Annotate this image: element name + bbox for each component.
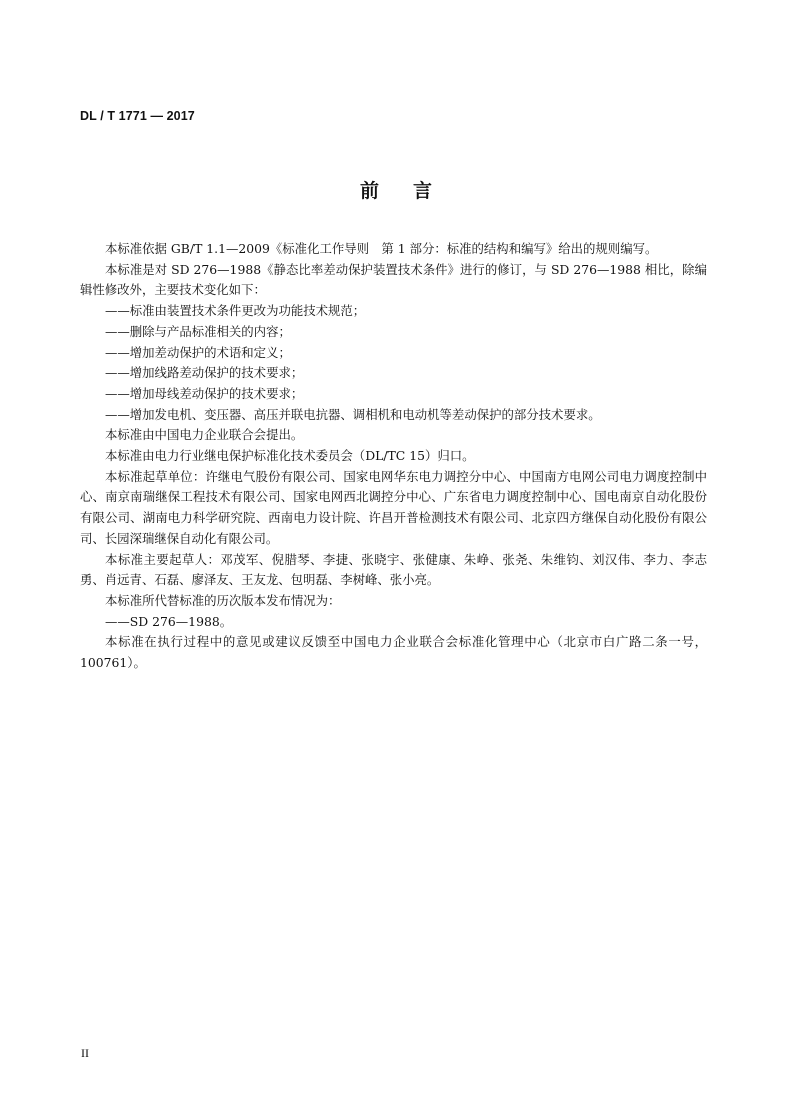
jurisdiction-paragraph: 本标准由电力行业继电保护标准化技术委员会（DL/TC 15）归口。: [105, 448, 475, 464]
list-item: ——增加差动保护的术语和定义；: [105, 344, 291, 360]
list-item: ——增加母线差动保护的技术要求；: [105, 385, 304, 401]
revision-paragraph: 本标准是对 SD 276—1988《静态比率差动保护装置技术条件》进行的修订，与 SD 276—1988 相比，除编辑性修改外，主要技术变化如下：: [80, 261, 707, 298]
versions-intro-paragraph: 本标准所代替标准的历次版本发布情况为：: [105, 592, 341, 608]
foreword-body: [80, 239, 707, 674]
page-title: 前言: [359, 180, 466, 202]
proposed-by-paragraph: 本标准由中国电力企业联合会提出。: [105, 427, 304, 443]
list-item: ——增加发电机、变压器、高压并联电抗器、调相机和电动机等差动保护的部分技术要求。: [105, 406, 601, 422]
standard-code: DL / T 1771 — 2017: [80, 109, 195, 123]
previous-version-item: ——SD 276—1988。: [105, 613, 233, 629]
list-item: ——删除与产品标准相关的内容；: [105, 323, 291, 339]
feedback-paragraph: 本标准在执行过程中的意见或建议反馈至中国电力企业联合会标准化管理中心（北京市白广路二条一号，100761）。: [80, 634, 707, 671]
drafting-units-paragraph: 本标准起草单位：许继电气股份有限公司、国家电网华东电力调控分中心、中国南方电网公司电力调度控制中心、南京南瑞继保工程技术有限公司、国家电网西北调控分中心、广东省电力调度控制中心、国电南京自动化股份有限公司、湖南电力科学研究院、西南电力设计院、许昌开普检测技术有限公司、北京四方继保自动化股份有限公司、长园深瑞继保自动化有限公司。: [80, 468, 707, 546]
list-item: ——增加线路差动保护的技术要求；: [105, 365, 304, 381]
basis-paragraph: 本标准依据 GB/T 1.1—2009《标准化工作导则 第 1 部分：标准的结构和编写》给出的规则编写。: [105, 241, 658, 256]
changes-list: [80, 301, 707, 425]
list-item: ——标准由装置技术条件更改为功能技术规范；: [105, 303, 366, 319]
page-number: II: [81, 1046, 89, 1060]
drafters-paragraph: 本标准主要起草人：邓茂军、倪腊琴、李捷、张晓宇、张健康、朱峥、张尧、朱维钧、刘汉伟、李力、李志勇、肖远青、石磊、廖泽友、王友龙、包明磊、李树峰、张小亮。: [80, 551, 707, 588]
